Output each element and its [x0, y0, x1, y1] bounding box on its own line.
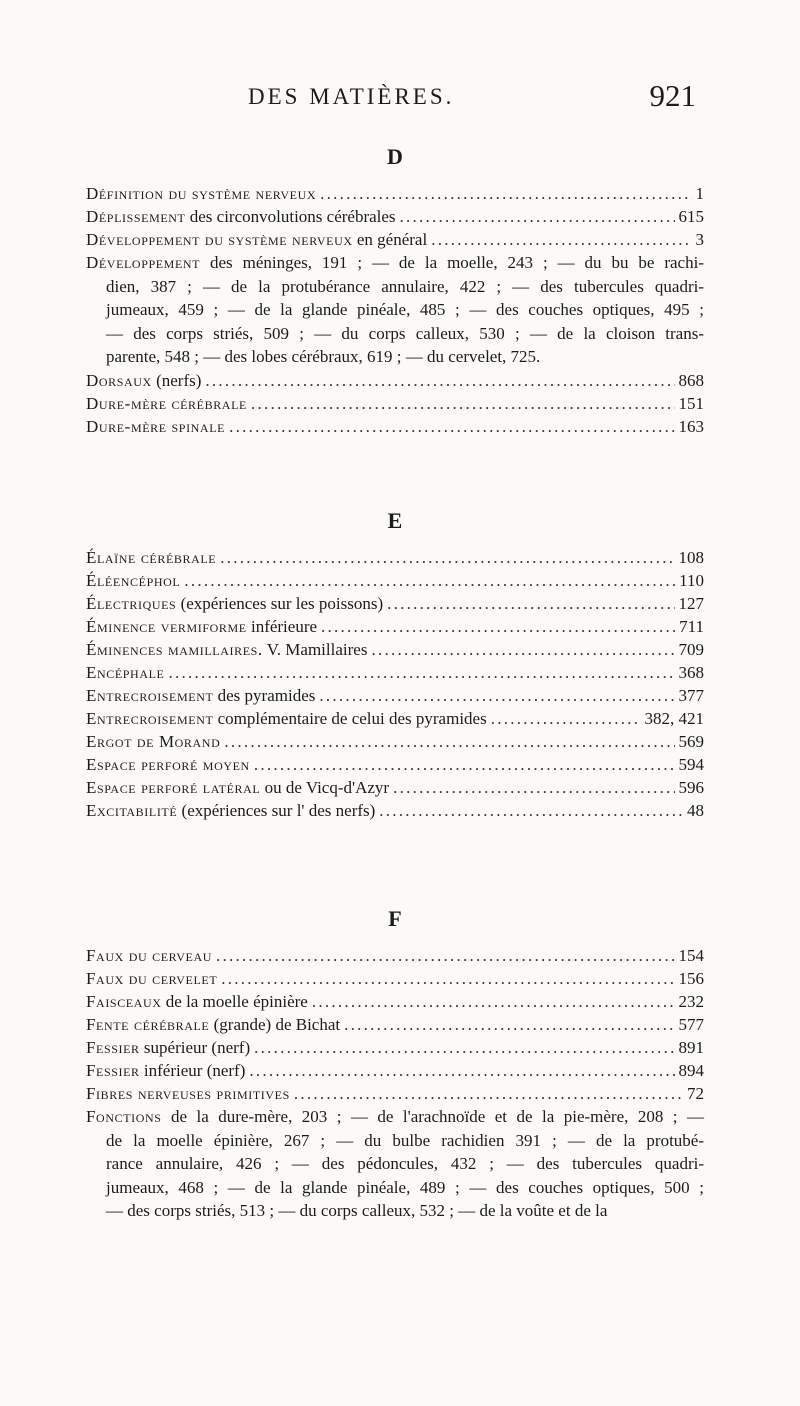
entry-page-number: 48 [687, 801, 704, 820]
index-entry [86, 1036, 704, 1059]
page-number: 921 [649, 78, 696, 113]
index-entry [86, 415, 704, 438]
dot-leader [312, 990, 675, 1013]
dot-leader [387, 592, 674, 615]
entry-page-number: 163 [678, 416, 704, 436]
entry-description: ou de Vicq-d'Azyr [260, 778, 390, 797]
dot-leader [254, 1036, 674, 1059]
paragraph-text: jumeaux, 459 ; — de la glande pinéale, 485 ; — des couches optiques, 495 ; [106, 300, 704, 319]
dot-leader [216, 944, 675, 967]
entry-heading: Fente cérébrale [86, 1015, 210, 1034]
paragraph-text: jumeaux, 468 ; — de la glande pinéale, 489 ; — des couches optiques, 500 ; [106, 1177, 704, 1197]
dot-leader [249, 1059, 674, 1082]
entry-page-number: 569 [678, 732, 704, 751]
entry-heading: Fessier [86, 1038, 140, 1057]
entry-heading: Faisceaux [86, 992, 162, 1011]
section-letter-e: E [387, 508, 403, 533]
entry-heading: Éminences mamillaires. [86, 640, 263, 659]
index-entry [86, 799, 704, 822]
section-e-entries [86, 546, 704, 822]
entry-page-number: 594 [678, 755, 704, 774]
entry-heading: Développement [86, 253, 201, 272]
dot-leader [400, 205, 675, 228]
running-title: DES MATIÈRES. [248, 84, 455, 109]
paragraph-text: rance annulaire, 426 ; — des pédoncules, 432 ; — des tubercules quadri- [106, 1154, 704, 1173]
entry-heading: Développement du système nerveux [86, 230, 353, 249]
index-entry [86, 615, 704, 638]
paragraph-line [86, 275, 704, 299]
running-head [248, 78, 696, 118]
dot-leader [294, 1082, 683, 1105]
dot-leader [221, 967, 674, 990]
entry-page-number: 3 [695, 230, 704, 249]
index-entry [86, 205, 704, 228]
dot-leader [320, 182, 691, 205]
paragraph-line [86, 345, 704, 369]
entry-heading: Espace perforé moyen [86, 755, 250, 774]
index-entry [86, 546, 704, 569]
developpement-paragraph [86, 251, 704, 369]
entry-description: (grande) de Bichat [209, 1015, 341, 1034]
entry-page-number: 596 [678, 778, 704, 797]
entry-heading: Dorsaux [86, 370, 152, 390]
entry-description: inférieur (nerf) [139, 1061, 246, 1080]
index-entry [86, 661, 704, 684]
index-entry [86, 990, 704, 1013]
index-entry [86, 392, 704, 415]
dot-leader [321, 615, 675, 638]
index-entry [86, 182, 704, 205]
dot-leader [371, 638, 674, 661]
index-entry [86, 753, 704, 776]
entry-heading: Espace perforé latéral [86, 778, 261, 797]
entry-description: en général [352, 230, 428, 249]
entry-page-number: 1 [695, 184, 704, 203]
index-entry [86, 967, 704, 990]
paragraph-text: — des corps striés, 513 ; — du corps calleux, 532 ; — de la voûte et de la [106, 1201, 608, 1220]
entry-heading: Encéphale [86, 663, 165, 682]
entry-page-number: 108 [678, 548, 704, 567]
dot-leader [431, 228, 691, 251]
entry-heading: Dure-mère spinale [86, 416, 226, 436]
section-d-entries [86, 182, 704, 251]
index-entry [86, 638, 704, 661]
entry-heading: Entrecroisement [86, 686, 214, 705]
index-entry [86, 776, 704, 799]
dot-leader [319, 684, 674, 707]
paragraph-line [86, 322, 704, 346]
paragraph-line [86, 1129, 704, 1153]
paragraph-line [86, 1199, 704, 1223]
entry-heading: Éminence vermiforme [86, 617, 247, 636]
entry-page-number: 232 [678, 992, 704, 1011]
entry-heading: Excitabilité [86, 801, 178, 820]
entry-page-number: 156 [678, 969, 704, 988]
entry-page-number: 891 [678, 1038, 704, 1057]
entry-heading: Dure-mère cérébrale [86, 393, 247, 413]
index-entry [86, 684, 704, 707]
paragraph-line [86, 1176, 704, 1200]
entry-page-number: 615 [678, 207, 704, 226]
entry-description: (nerfs) [151, 370, 202, 390]
index-entry [86, 730, 704, 753]
section-f-entries [86, 944, 704, 1105]
dot-leader [224, 730, 674, 753]
entry-description: de la moelle épinière [161, 992, 308, 1011]
entry-page-number: 72 [687, 1084, 704, 1103]
index-entry [86, 592, 704, 615]
entry-description: des circonvolutions cérébrales [185, 207, 396, 226]
entry-page-number: 577 [678, 1015, 704, 1034]
entry-page-number: 711 [679, 617, 704, 636]
paragraph-text: de la moelle épinière, 267 ; — du bulbe rachidien 391 ; — de la protubé- [106, 1130, 704, 1150]
entry-page-number: 868 [678, 370, 704, 390]
paragraph-line [86, 298, 704, 322]
entry-description: supérieur (nerf) [139, 1038, 251, 1057]
dot-leader [379, 799, 683, 822]
paragraph-text: des méninges, 191 ; — de la moelle, 243 ; — du bu be rachi- [200, 253, 704, 272]
entry-heading: Définition du système nerveux [86, 184, 317, 203]
dot-leader [344, 1013, 674, 1036]
section-letter-f: F [388, 906, 402, 931]
dot-leader [251, 392, 675, 415]
entry-page-number: 151 [678, 393, 704, 413]
index-entry [86, 944, 704, 967]
entry-heading: Faux du cervelet [86, 969, 218, 988]
entry-page-number: 127 [678, 594, 704, 613]
section-d [86, 142, 704, 438]
dot-leader [220, 546, 674, 569]
entry-description: inférieure [246, 617, 318, 636]
entry-heading: Déplissement [86, 207, 186, 226]
entry-page-number: 154 [678, 946, 704, 965]
entry-heading: Éléencéphol [86, 571, 181, 590]
paragraph-text: dien, 387 ; — de la protubérance annulaire, 422 ; — des tubercules quadri- [106, 276, 704, 296]
entry-description: complémentaire de celui des pyramides [213, 709, 487, 728]
dot-leader [393, 776, 674, 799]
paragraph-line [86, 1105, 704, 1129]
entry-heading: Fonctions [86, 1107, 162, 1126]
entry-page-number: 110 [679, 571, 704, 590]
paragraph-line [86, 251, 704, 275]
entry-page-number: 382, 421 [644, 709, 704, 728]
entry-page-number: 894 [678, 1061, 704, 1080]
entry-page-number: 709 [678, 640, 704, 659]
entry-heading: Entrecroisement [86, 709, 214, 728]
section-d-entries-after [86, 369, 704, 438]
entry-heading: Élaïne cérébrale [86, 548, 217, 567]
dot-leader [491, 707, 641, 730]
dot-leader [254, 753, 675, 776]
index-entry [86, 1082, 704, 1105]
entry-heading: Électriques [86, 594, 177, 613]
index-entry [86, 569, 704, 592]
section-f [86, 904, 704, 1223]
entry-page-number: 377 [678, 686, 704, 705]
paragraph-text: de la dure-mère, 203 ; — de l'arachnoïde et de la pie-mère, 208 ; — [161, 1107, 704, 1126]
entry-heading: Ergot de Morand [86, 732, 221, 751]
index-entry [86, 707, 704, 730]
paragraph-text: parente, 548 ; — des lobes cérébraux, 619 ; — du cervelet, 725. [106, 347, 541, 366]
entry-description: des pyramides [213, 686, 316, 705]
dot-leader [184, 569, 675, 592]
dot-leader [205, 369, 674, 392]
entry-heading: Fibres nerveuses primitives [86, 1084, 290, 1103]
entry-heading: Faux du cerveau [86, 946, 212, 965]
paragraph-line [86, 1152, 704, 1176]
index-entry [86, 1013, 704, 1036]
index-entry [86, 228, 704, 251]
index-entry [86, 1059, 704, 1082]
paragraph-text: — des corps striés, 509 ; — du corps calleux, 530 ; — de la cloison trans- [106, 323, 704, 343]
index-entry [86, 369, 704, 392]
dot-leader [229, 415, 674, 438]
dot-leader [168, 661, 674, 684]
entry-description: (expériences sur l' des nerfs) [177, 801, 376, 820]
entry-description: V. Mamillaires [262, 640, 368, 659]
entry-page-number: 368 [678, 663, 704, 682]
entry-heading: Fessier [86, 1061, 140, 1080]
entry-description: (expériences sur les poissons) [176, 594, 384, 613]
section-letter-d: D [387, 144, 403, 169]
section-e [86, 506, 704, 822]
fonctions-paragraph [86, 1105, 704, 1223]
